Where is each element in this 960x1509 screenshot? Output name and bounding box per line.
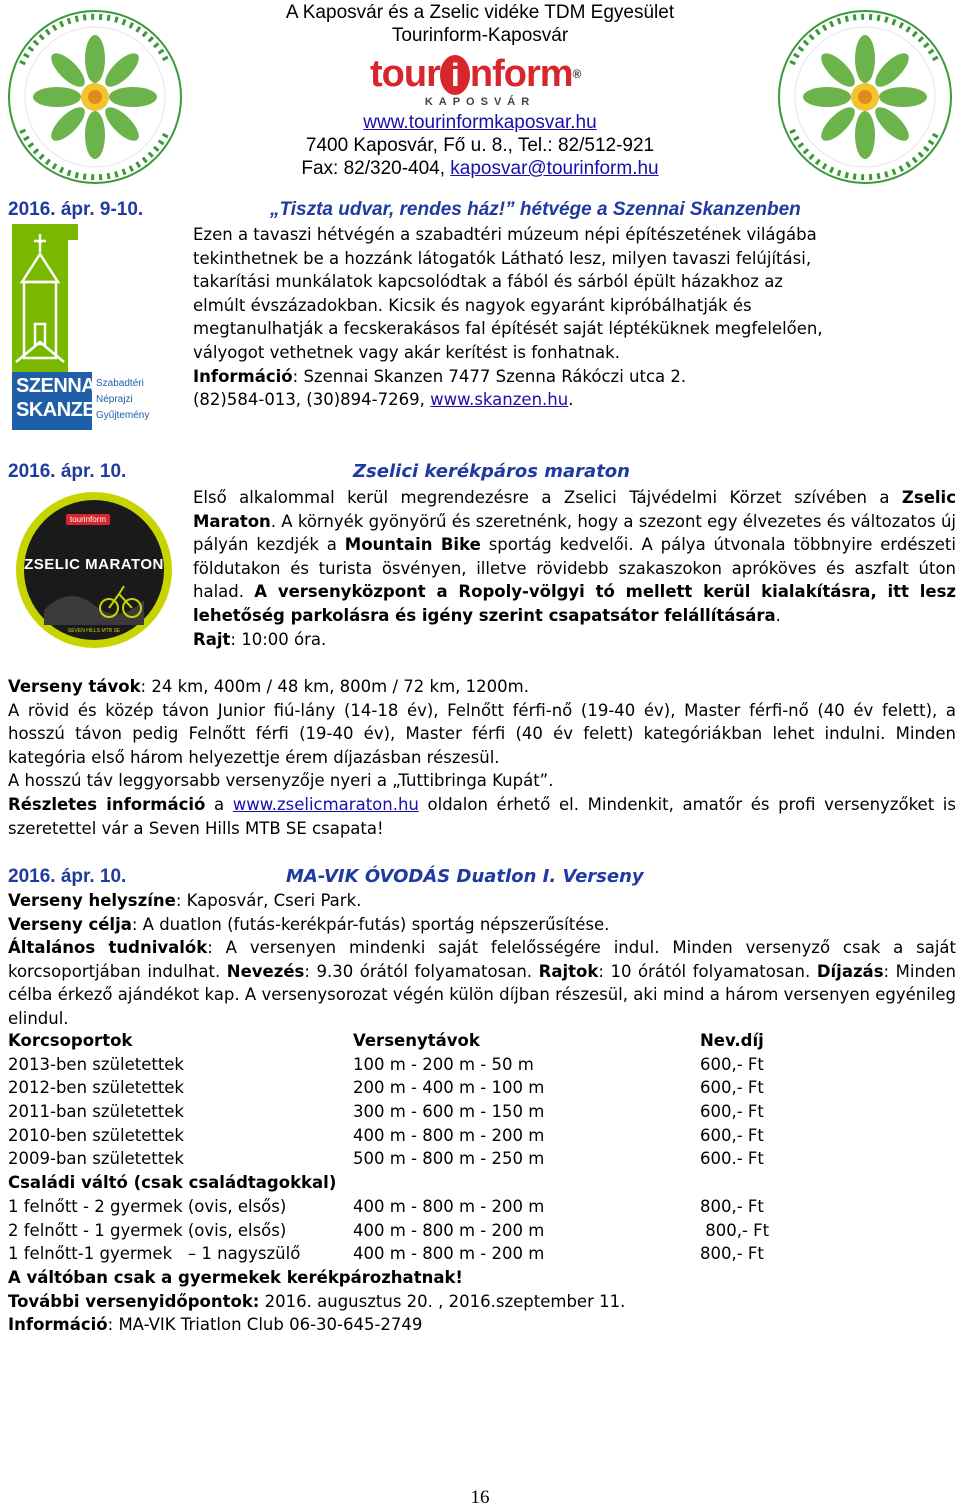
emblem-left [2, 4, 188, 190]
cell: 600,- Ft [700, 1102, 764, 1122]
office-name: Tourinform-Kaposvár [391, 25, 569, 46]
table-header-row [8, 1031, 956, 1055]
table-row [8, 1197, 956, 1221]
skanzen-link[interactable]: www.skanzen.hu [430, 390, 569, 410]
cell: 2012-ben születettek [8, 1078, 184, 1098]
bold-text: Mountain Bike [344, 535, 481, 555]
event1-line: takarítási munkálatok kapcsolódtak a fából és sárból épült házakhoz az [193, 272, 783, 292]
logo-nform: nform [469, 53, 573, 95]
cell: 800,- Ft [700, 1196, 764, 1216]
text: . A környék gyönyörű és szeretnénk, hogy a szezont egy élvezetes és változatos új pályán kezdjék a [193, 511, 956, 555]
text: : Minden célba érkező ajándékot kap. A versenysorozat végén külön díjban részesül, aki mind a három versenyen egyénileg elindul. [8, 961, 957, 1028]
skanzen-name-2: SKANZEN [16, 399, 110, 421]
skanzen-name-1: SZENNAI [16, 375, 101, 397]
cell: 600,- Ft [700, 1125, 764, 1145]
general-label: Általános tudnivalók [8, 938, 208, 958]
info-label: Információ [8, 1315, 108, 1335]
cell: 800,- Ft [700, 1244, 764, 1264]
cell: 800,- Ft [700, 1220, 770, 1240]
cell: 2010-ben születettek [8, 1125, 184, 1145]
website-link[interactable]: www.tourinformkaposvar.hu [363, 112, 597, 133]
page-number: 16 [470, 1487, 490, 1508]
link-suffix: . [568, 390, 574, 410]
text: Első alkalommal kerül megrendezésre a Zselici Tájvédelmi Körzet szívében a [193, 488, 902, 507]
cell: 2 felnőtt - 1 gyermek (ovis, elsős) [8, 1220, 287, 1240]
info-row [8, 1315, 956, 1339]
bike-note: A váltóban csak a gyermekek kerékpározhatnak! [8, 1267, 463, 1287]
zselic-maraton-logo [14, 490, 174, 650]
logo-city: KAPOSVÁR [424, 96, 536, 108]
email-link[interactable]: kaposvar@tourinform.hu [450, 158, 659, 179]
flower-emblem-icon [2, 4, 188, 190]
cell: 500 m - 800 m - 250 m [353, 1149, 545, 1169]
event1-description [193, 223, 956, 412]
table-row [8, 1149, 956, 1173]
maraton-badge-text: tourinform [66, 514, 110, 525]
cell: 2009-ban születettek [8, 1149, 184, 1169]
cell: 1 felnőtt-1 gyermek – 1 nagyszülő [8, 1244, 301, 1264]
bike-note-row [8, 1268, 956, 1292]
start-label: Rajt [193, 629, 231, 649]
event2-intro [193, 486, 956, 651]
distance-value: : 24 km, 400m / 48 km, 800m / 72 km, 1200m. [140, 677, 529, 696]
event1-date: 2016. ápr. 9-10. [8, 199, 144, 220]
table-row [8, 1244, 956, 1268]
event1-title: „Tiszta udvar, rendes ház!” hétvége a Szennai Skanzenben [270, 199, 801, 220]
cell: 600,- Ft [700, 1054, 764, 1074]
skanzen-logo [8, 224, 176, 430]
zselicmaraton-link[interactable]: www.zselicmaraton.hu [232, 794, 419, 814]
event3-details [8, 889, 956, 1031]
event2-title: Zselici kerékpáros maraton [353, 461, 630, 482]
fee-table [8, 1031, 956, 1339]
cell: 600,- Ft [700, 1078, 764, 1098]
cell: 2013-ben születettek [8, 1054, 184, 1074]
header-age-groups: Korcsoportok [8, 1031, 133, 1050]
logo-registered: ® [572, 67, 581, 81]
org-name: A Kaposvár és a Zselic vidéke TDM Egyesület [285, 2, 675, 23]
text: . [775, 605, 781, 625]
logo-i-icon: i [440, 55, 470, 95]
event1-info [193, 365, 956, 389]
text: : 9.30 órától folyamatosan. [304, 961, 539, 981]
flower-emblem-icon [772, 4, 958, 190]
phone-text: (82)584-013, (30)894-7269, [193, 390, 431, 410]
table-row [8, 1221, 956, 1245]
prize-label: Díjazás [816, 961, 884, 981]
cell: 400 m - 800 m - 200 m [353, 1196, 545, 1216]
event1-line: Ezen a tavaszi hétvégén a szabadtéri múzeum népi építészetének világába [193, 225, 817, 244]
family-header: Családi váltó (csak családtagokkal) [8, 1173, 337, 1193]
start-value: : 10:00 óra. [230, 629, 327, 649]
starts-label: Rajtok [538, 961, 599, 981]
distance-label: Verseny távok [8, 677, 141, 696]
fax-line [230, 157, 730, 180]
categories-text: A rövid és közép távon Junior fiú-lány (14-18 év), Felnőtt férfi-nő (19-40 év), Master férfi-nő (40 év felett), a hosszú távon pedig Felnőtt férfi (19-40 év), Master férfi (40 év felett) kategóriákban lehet indulni. Minden kategória első három helyezettje érem díjazásban részesül. [8, 700, 956, 767]
cell: 100 m - 200 m - 50 m [353, 1054, 534, 1074]
more-dates-row [8, 1292, 956, 1316]
cell: 200 m - 400 m - 100 m [353, 1078, 545, 1098]
cell: 2011-ban születettek [8, 1102, 184, 1122]
cell: 400 m - 800 m - 200 m [353, 1220, 545, 1240]
table-row [8, 1078, 956, 1102]
goal-label: Verseny célja [8, 914, 132, 934]
maraton-logo-title: ZSELIC MARATON [24, 556, 164, 573]
text: sportág kedvelői. A pálya útvonala többnyire erdészeti földutakon és turista ösvényen, illetve rövidebb szakaszokon apróköves és aszfalt úton halad. [193, 535, 956, 602]
more-dates-value: 2016. augusztus 20. , 2016.szeptember 11. [259, 1291, 626, 1311]
cell: 400 m - 800 m - 200 m [353, 1125, 545, 1145]
text: : 10 órától folyamatosan. [598, 961, 817, 981]
info-label: Információ [193, 366, 293, 386]
table-row [8, 1126, 956, 1150]
info-value: : MA-VIK Triatlon Club 06-30-645-2749 [107, 1315, 423, 1335]
event3-date: 2016. ápr. 10. [8, 866, 127, 887]
goal-value: : A duatlon (futás-kerékpár-futás) sportág népszerűsítése. [131, 914, 610, 934]
event1-line: tekinthetnek be a hozzánk látogatók Látható lesz, milyen tavaszi felújítási, [193, 248, 812, 268]
fax-text: Fax: 82/320-404, [301, 158, 451, 179]
text: a [205, 794, 233, 814]
maraton-logo-footer: SEVEN HILLS MTB SE [67, 628, 121, 634]
event1-line: elmúlt évszázadokban. Kicsik és nagyok egyaránt kipróbálhatják és [193, 295, 752, 315]
info-text: : Szennai Skanzen 7477 Szenna Rákóczi utca 2. [292, 366, 687, 386]
bold-text: Zselic Maraton [193, 488, 956, 531]
cell: 1 felnőtt - 2 gyermek (ovis, elsős) [8, 1196, 287, 1216]
cell: 600.- Ft [700, 1149, 764, 1169]
table-row [8, 1055, 956, 1079]
skanzen-sub-2: Néprajzi [96, 394, 133, 405]
registration-label: Nevezés [226, 961, 305, 981]
venue-label: Verseny helyszíne [8, 891, 176, 910]
table-row [8, 1102, 956, 1126]
bold-text: A versenyközpont a Ropoly-völgyi tó mellett kerül kialakításra, itt lesz lehetőség parkolásra és igény szerint csapatsátor felállítására [193, 582, 956, 625]
skanzen-sub-1: Szabadtéri [96, 378, 144, 389]
event1-line: megtanulhatják a fecskerakásos fal építését saját léptéküknek megfelelően, [193, 319, 823, 339]
event3-title: MA-VIK ÓVODÁS Duatlon I. Verseny [286, 866, 644, 887]
logo-tour: tour [370, 53, 440, 95]
event2-date: 2016. ápr. 10. [8, 461, 127, 482]
event2-details [8, 675, 956, 840]
details-label: Részletes információ [8, 794, 206, 814]
event1-line: vályogot vethetnek vagy akár kerítést is fonhatnak. [193, 342, 620, 362]
tourinform-logo [370, 54, 600, 110]
header-distances: Versenytávok [353, 1031, 480, 1050]
header-fee: Nev.díj [700, 1031, 764, 1050]
cell: 400 m - 800 m - 200 m [353, 1244, 545, 1264]
skanzen-sub-3: Gyűjtemény [96, 410, 150, 421]
text: : A versenyen mindenki saját felelősségére indul. Minden versenyző csak a saját korcsoportjában indulhat. [8, 938, 956, 981]
family-header-row [8, 1173, 956, 1197]
cell: 300 m - 600 m - 150 m [353, 1102, 545, 1122]
website-line [230, 111, 730, 134]
emblem-right [772, 4, 958, 190]
event1-contact [193, 388, 956, 412]
venue-value: : Kaposvár, Cseri Park. [175, 891, 362, 910]
more-dates-label: További versenyidőpontok: [8, 1291, 260, 1311]
text: oldalon érhető el. Mindenkit, amatőr és profi versenyzőket is szeretettel vár a Seven Hills MTB SE csapata! [8, 794, 956, 838]
address-line: 7400 Kaposvár, Fő u. 8., Tel.: 82/512-921 [305, 135, 655, 156]
cup-text: A hosszú táv leggyorsabb versenyzője nyeri a „Tuttibringa Kupát”. [8, 771, 554, 791]
